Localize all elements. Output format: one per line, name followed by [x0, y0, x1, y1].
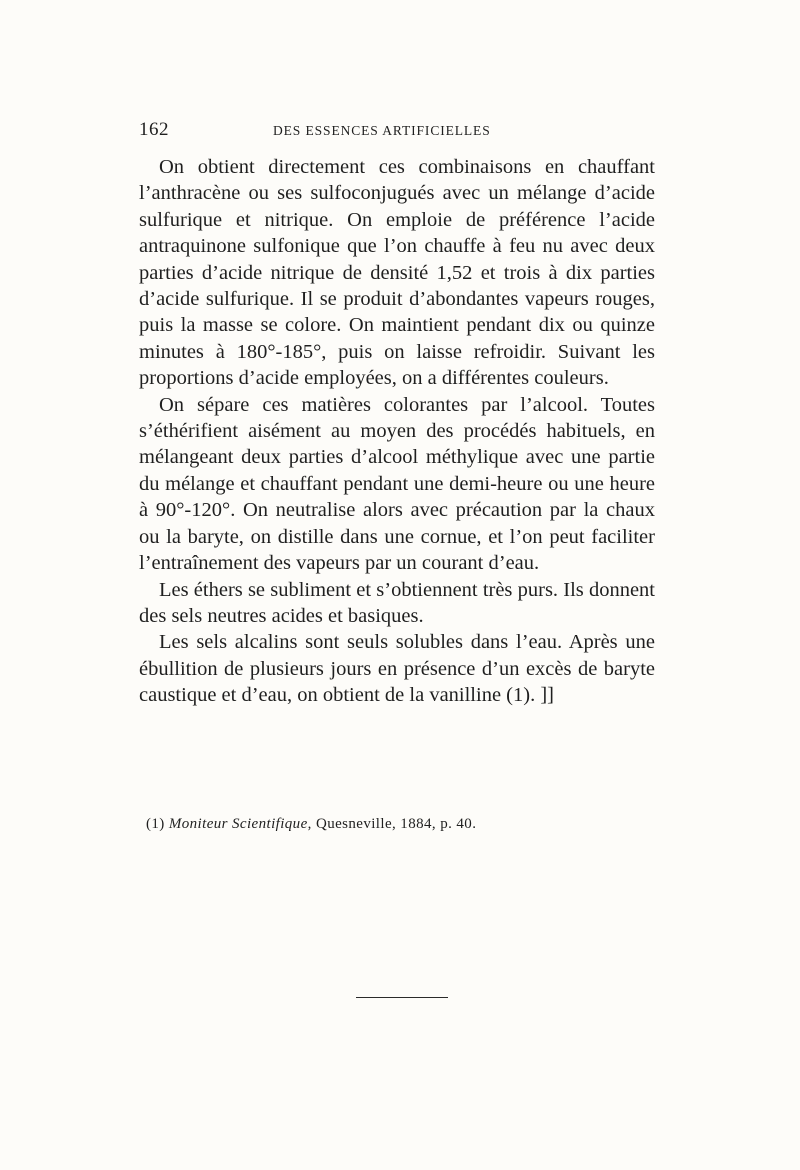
footnote-details: , Quesneville, 1884, p. 40. — [307, 816, 477, 832]
page-number: 162 — [139, 119, 169, 140]
end-rule — [356, 997, 448, 998]
running-title: DES ESSENCES ARTIFICIELLES — [273, 123, 491, 138]
paragraph-2: On sépare ces matières colorantes par l’alcool. Toutes s’éthérifient aisément au moyen des procédés habituels, en mélangeant deux parties d’alcool méthylique avec une partie du mélange et chauffant pendant une demi-heure ou une heure à 90°-120°. On neutralise alors avec précaution par la chaux ou la baryte, on distille dans une cornue, et l’on peut faciliter l’entraînement des vapeurs par un courant d’eau. — [139, 393, 655, 575]
footnote-source: Moniteur Scientifique — [168, 816, 308, 832]
paragraph-1: On obtient directement ces combinaisons en chauffant l’anthracène ou ses sulfoconjugués avec un mélange d’acide sulfurique et nitrique. On emploie de préférence l’acide antraquinone sulfonique que l’on chauffe à feu nu avec deux parties d’acide nitrique de densité 1,52 et trois à dix parties d’acide sulfurique. Il se produit d’abondantes vapeurs rouges, puis la masse se colore. On maintient pendant dix ou quinze minutes à 180°-185°, puis on laisse refroidir. Suivant les proportions d’acide employées, on a différentes couleurs. — [139, 156, 655, 390]
running-header — [139, 119, 655, 141]
footnote-marker: (1) — [146, 816, 165, 832]
footnote — [146, 816, 646, 833]
paragraph-4: Les sels alcalins sont seuls solubles dans l’eau. Après une ébullition de plusieurs jours en présence d’un excès de baryte caustique et d’eau, on obtient de la vanilline (1). ]] — [139, 631, 655, 707]
body-text — [139, 154, 655, 709]
paragraph-3: Les éthers se subliment et s’obtiennent très purs. Ils donnent des sels neutres acides et basiques. — [139, 578, 655, 627]
